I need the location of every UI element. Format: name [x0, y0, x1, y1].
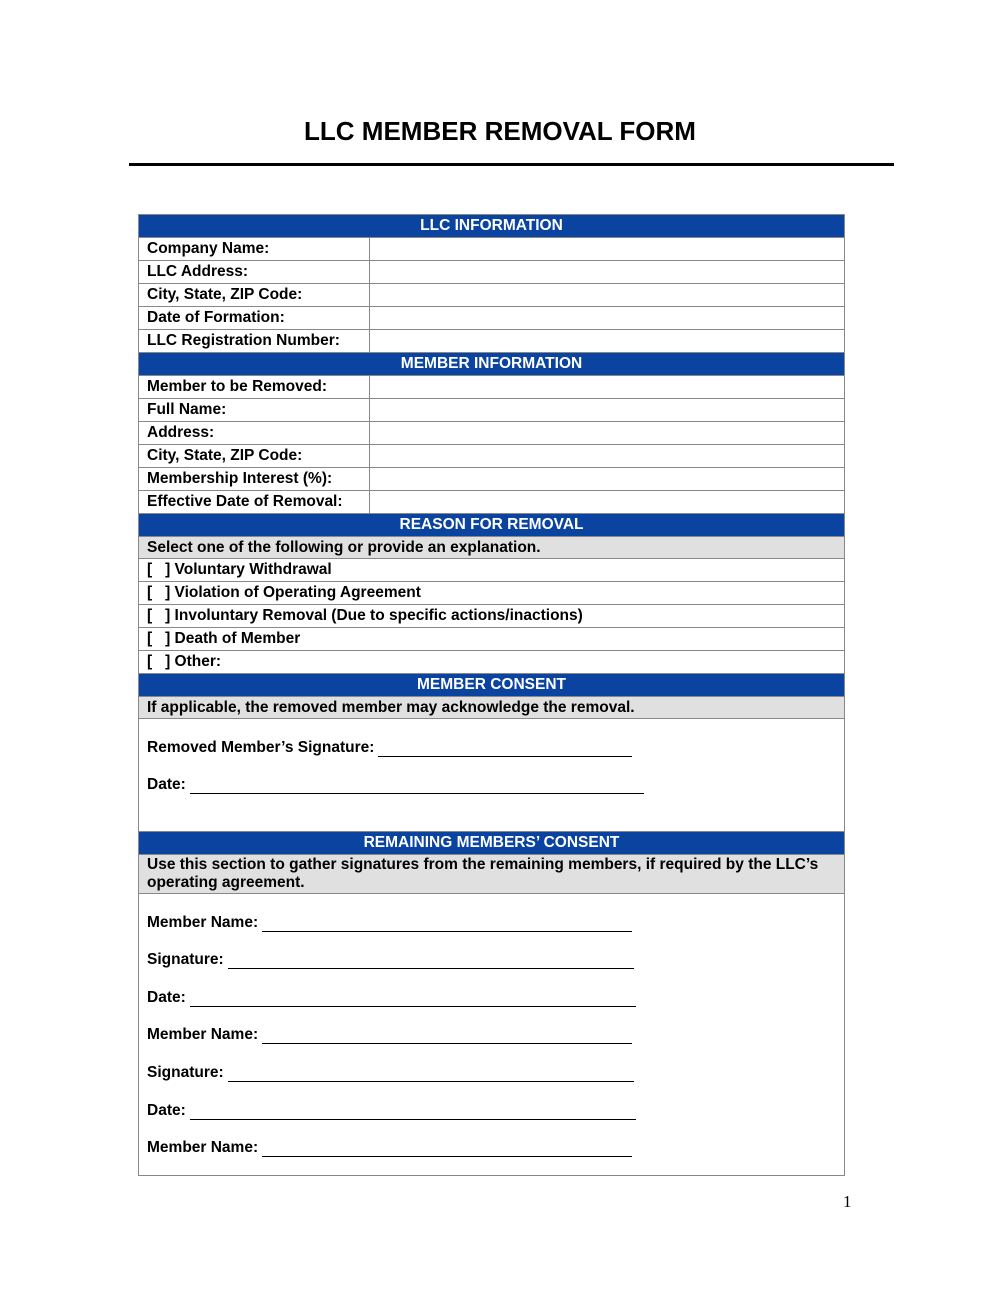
llc-info-header: LLC INFORMATION [139, 215, 844, 238]
field-membership-interest [139, 468, 844, 491]
member-city-state-zip-input[interactable] [370, 445, 844, 467]
member-info-header: MEMBER INFORMATION [139, 353, 844, 376]
member-to-remove-input[interactable] [370, 376, 844, 398]
option-involuntary-removal[interactable]: [ ] Involuntary Removal (Due to specific actions/inactions) [139, 605, 844, 628]
line-label: Member Name: [147, 1139, 259, 1157]
line-label: Member Name: [147, 913, 259, 931]
field-label: Address: [139, 422, 370, 444]
line-label: Date: [147, 776, 186, 794]
line-label: Member Name: [147, 1026, 259, 1044]
removed-member-signature-field[interactable] [378, 740, 632, 757]
date-field-2[interactable] [190, 1103, 636, 1120]
member-name-field-3[interactable] [262, 1140, 632, 1157]
field-member-to-remove [139, 376, 844, 399]
field-label: Membership Interest (%): [139, 468, 370, 490]
field-llc-address [139, 261, 844, 284]
llc-address-input[interactable] [370, 261, 844, 283]
signature-line [147, 894, 836, 932]
page-title: LLC MEMBER REMOVAL FORM [304, 116, 696, 146]
field-company-name [139, 238, 844, 261]
remaining-consent-instruction: Use this section to gather signatures from the remaining members, if required by the LLC’s operating agreement. [139, 855, 844, 894]
option-violation-operating-agreement[interactable]: [ ] Violation of Operating Agreement [139, 582, 844, 605]
signature-line [147, 1082, 836, 1120]
remaining-consent-header: REMAINING MEMBERS’ CONSENT [139, 832, 844, 855]
removed-member-date-field[interactable] [190, 777, 644, 794]
field-label: Member to be Removed: [139, 376, 370, 398]
page-number: 1 [843, 1192, 852, 1211]
full-name-input[interactable] [370, 399, 844, 421]
option-death-of-member[interactable]: [ ] Death of Member [139, 628, 844, 651]
signature-field-1[interactable] [228, 952, 634, 969]
field-date-of-formation [139, 307, 844, 330]
field-label: Effective Date of Removal: [139, 491, 370, 513]
member-consent-instruction: If applicable, the removed member may acknowledge the removal. [139, 697, 844, 719]
field-registration-number [139, 330, 844, 353]
address-input[interactable] [370, 422, 844, 444]
field-label: Company Name: [139, 238, 370, 260]
field-label: City, State, ZIP Code: [139, 445, 370, 467]
field-label: Full Name: [139, 399, 370, 421]
signature-line [147, 1044, 836, 1082]
company-name-input[interactable] [370, 238, 844, 260]
line-label: Date: [147, 1101, 186, 1119]
signature-line [147, 969, 836, 1007]
line-label: Signature: [147, 1063, 224, 1081]
llc-city-state-zip-input[interactable] [370, 284, 844, 306]
field-label: LLC Registration Number: [139, 330, 370, 352]
field-address [139, 422, 844, 445]
field-label: City, State, ZIP Code: [139, 284, 370, 306]
line-label: Date: [147, 988, 186, 1006]
date-field-1[interactable] [190, 990, 636, 1007]
removal-form [138, 214, 845, 1176]
field-full-name [139, 399, 844, 422]
option-other[interactable]: [ ] Other: [139, 651, 844, 674]
line-label: Signature: [147, 951, 224, 969]
option-voluntary-withdrawal[interactable]: [ ] Voluntary Withdrawal [139, 559, 844, 582]
signature-line [147, 757, 836, 795]
title-divider [129, 163, 894, 166]
member-name-field-1[interactable] [262, 915, 632, 932]
signature-line [147, 932, 836, 970]
reason-instruction: Select one of the following or provide an explanation. [139, 537, 844, 559]
registration-number-input[interactable] [370, 330, 844, 352]
member-name-field-2[interactable] [262, 1027, 632, 1044]
membership-interest-input[interactable] [370, 468, 844, 490]
reason-header: REASON FOR REMOVAL [139, 514, 844, 537]
member-consent-block [139, 719, 844, 832]
field-llc-city-state-zip [139, 284, 844, 307]
signature-line [147, 1120, 836, 1158]
member-consent-header: MEMBER CONSENT [139, 674, 844, 697]
field-label: Date of Formation: [139, 307, 370, 329]
signature-line [147, 1007, 836, 1045]
field-effective-date [139, 491, 844, 514]
line-label: Removed Member’s Signature: [147, 738, 375, 756]
signature-line [147, 719, 836, 757]
signature-field-2[interactable] [228, 1065, 634, 1082]
effective-date-input[interactable] [370, 491, 844, 513]
field-member-city-state-zip [139, 445, 844, 468]
field-label: LLC Address: [139, 261, 370, 283]
remaining-consent-block [139, 894, 844, 1175]
date-of-formation-input[interactable] [370, 307, 844, 329]
